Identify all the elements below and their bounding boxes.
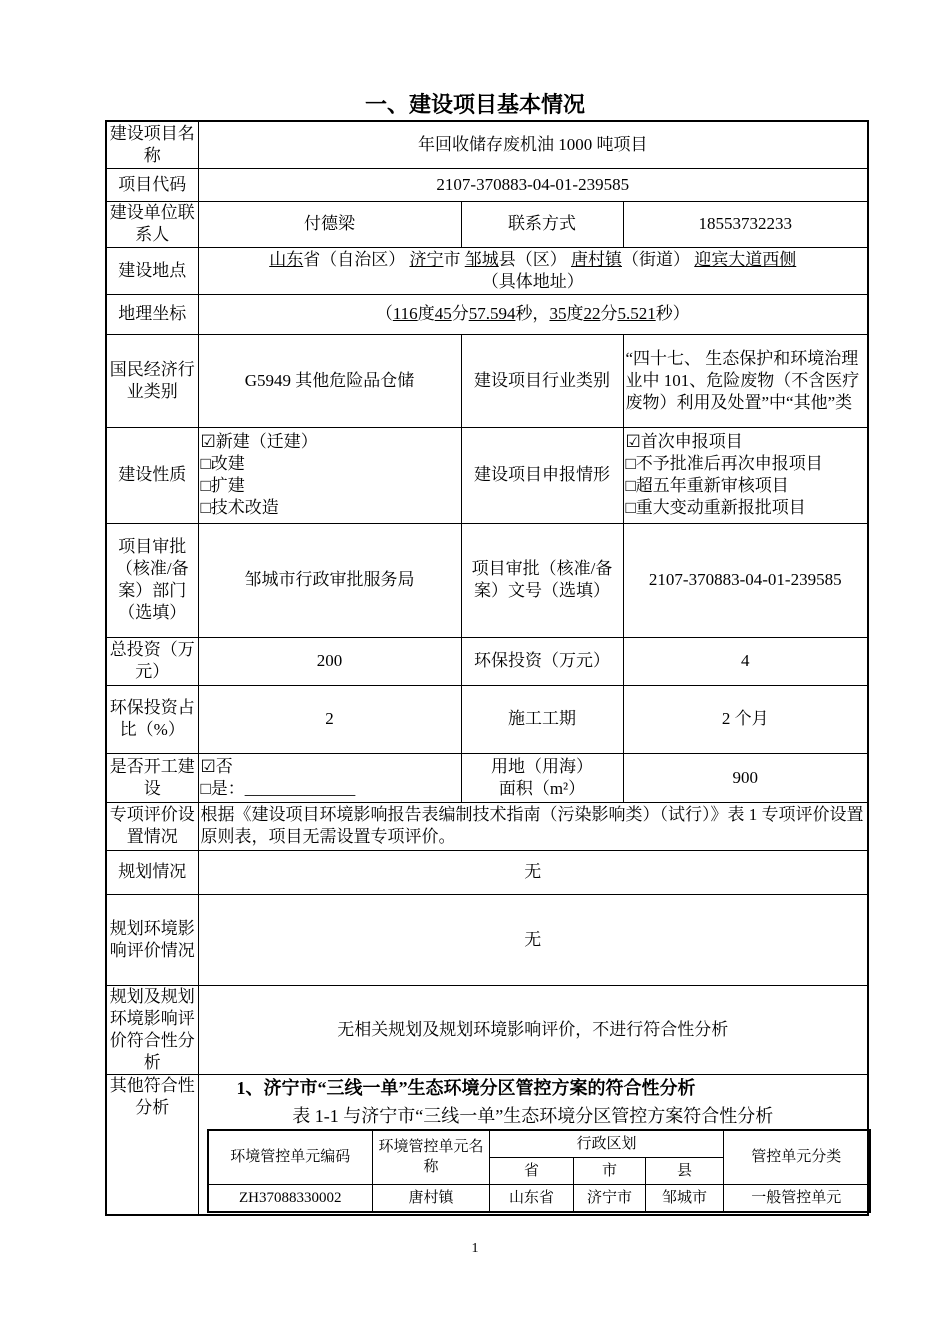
table-row [208, 1184, 870, 1212]
lat-deg: 35 [549, 304, 567, 323]
label2: 用地（用海）面积（m²） [491, 756, 593, 798]
cell-county: 邹城市 [646, 1184, 724, 1212]
city: 济宁 [409, 249, 444, 269]
lon-sec: 57.594 [468, 304, 516, 323]
row-coords [106, 294, 868, 334]
row-planning [106, 850, 868, 894]
label2: 建设项目行业类别 [461, 334, 623, 427]
started-options [198, 753, 461, 802]
t: 分 [451, 304, 469, 323]
t: 度 [417, 304, 435, 323]
lon-deg: 116 [392, 304, 418, 323]
lat-min: 22 [583, 304, 601, 323]
value [198, 294, 868, 334]
t: （ [375, 304, 393, 323]
row-location [106, 247, 868, 294]
header-province: 省 [490, 1157, 574, 1184]
label: 地理坐标 [106, 294, 198, 334]
label: 项目审批（核准/备案）部门（选填） [106, 523, 198, 637]
town: 唐村镇 [571, 249, 622, 269]
project-info-table [105, 120, 869, 1216]
label: 建设项目名称 [106, 121, 198, 168]
label: 规划环境影响评价情况 [106, 894, 198, 985]
value: 邹城市行政审批服务局 [198, 523, 461, 637]
value: 无相关规划及规划环境影响评价，不进行符合性分析 [198, 985, 868, 1074]
value: 无 [198, 894, 868, 985]
label: 规划及规划环境影响评价符合性分析 [106, 985, 198, 1074]
table-caption: 表 1-1 与济宁市“三线一单”生态环境分区管控方案符合性分析 [292, 1105, 774, 1126]
suffix: （街道） [622, 249, 690, 269]
header-admin: 行政区划 [490, 1130, 724, 1158]
value: 2 [198, 685, 461, 753]
header-code: 环境管控单元编码 [208, 1130, 373, 1185]
suffix: 市 [443, 249, 461, 269]
checkbox-option[interactable]: □技术改造 [200, 498, 279, 517]
lat-sec: 5.521 [617, 304, 656, 323]
label: 项目代码 [106, 168, 198, 201]
checkbox-option[interactable]: ☑新建（迁建） [200, 432, 318, 451]
value: 年回收储存废机油 1000 吨项目 [198, 121, 868, 168]
label: 总投资（万元） [106, 637, 198, 685]
suffix: （具体地址） [481, 271, 584, 291]
label2: 施工工期 [461, 685, 623, 753]
value: 200 [198, 637, 461, 685]
province: 山东 [269, 249, 304, 269]
checkbox-option[interactable]: □不予批准后再次申报项目 [625, 454, 823, 473]
value [198, 247, 868, 294]
label: 建设地点 [106, 247, 198, 294]
header-name: 环境管控单元名称 [373, 1130, 490, 1185]
row-contact [106, 201, 868, 247]
label2: 建设项目申报情形 [461, 427, 623, 523]
row-planning-eia [106, 894, 868, 985]
t: 秒） [655, 304, 690, 323]
value2: 900 [623, 753, 868, 802]
row-ratio [106, 685, 868, 753]
row-nature [106, 427, 868, 523]
row-other [106, 1074, 868, 1215]
lon-min: 45 [434, 304, 452, 323]
report-options [623, 427, 868, 523]
label: 规划情况 [106, 850, 198, 894]
checkbox-option[interactable] [201, 778, 459, 800]
t: 分 [600, 304, 618, 323]
checkbox-option[interactable]: □改建 [200, 454, 245, 473]
value: 2107-370883-04-01-239585 [198, 168, 868, 201]
value: G5949 其他危险品仓储 [198, 334, 461, 427]
cell-code: ZH37088330002 [208, 1184, 373, 1212]
nature-options [198, 427, 461, 523]
row-project-code [106, 168, 868, 201]
cell-name: 唐村镇 [373, 1184, 490, 1212]
value [198, 1074, 868, 1215]
value2: 4 [623, 637, 868, 685]
value2: 2 个月 [623, 685, 868, 753]
control-unit-table [207, 1129, 871, 1213]
row-approval [106, 523, 868, 637]
row-industry [106, 334, 868, 427]
label2: 项目审批（核准/备案）文号（选填） [461, 523, 623, 637]
label: 建设单位联系人 [106, 201, 198, 247]
address: 迎宾大道西侧 [694, 249, 797, 269]
label: 其他符合性分析 [106, 1074, 198, 1215]
row-special [106, 802, 868, 850]
suffix: 县（区） [498, 249, 567, 269]
label: 专项评价设置情况 [106, 802, 198, 850]
header-city: 市 [574, 1157, 646, 1184]
header-county: 县 [646, 1157, 724, 1184]
option-label: □是： [200, 778, 245, 798]
t: 度 [566, 304, 584, 323]
t: 秒， [515, 304, 550, 323]
value: 付德梁 [198, 201, 461, 247]
value2: “四十七、 生态保护和环境治理业中 101、危险废物（不含医疗 废物）利用及处置”中“其他”类 [623, 334, 868, 427]
label: 是否开工建设 [106, 753, 198, 802]
checkbox-option[interactable]: □重大变动重新报批项目 [625, 498, 806, 517]
row-investment [106, 637, 868, 685]
value2: 18553732233 [623, 201, 868, 247]
value: 根据《建设项目环境影响报告表编制技术指南（污染影响类）（试行）》表 1 专项评价设置原则表，项目无需设置专项评价。 [198, 802, 868, 850]
cell-category: 一般管控单元 [724, 1184, 870, 1212]
suffix: 省（自治区） [303, 249, 406, 269]
cell-city: 济宁市 [574, 1184, 646, 1212]
label2: 环保投资（万元） [461, 637, 623, 685]
cell-province: 山东省 [490, 1184, 574, 1212]
row-planning-fit [106, 985, 868, 1074]
value2: 2107-370883-04-01-239585 [623, 523, 868, 637]
section-heading: 1、济宁市“三线一单”生态环境分区管控方案的符合性分析 [236, 1077, 696, 1098]
label: 环保投资占比（%） [106, 685, 198, 753]
value: 无 [198, 850, 868, 894]
header-category: 管控单元分类 [724, 1130, 870, 1185]
checkbox-option[interactable]: ☑否 [200, 756, 233, 776]
page-title: 一、建设项目基本情况 [364, 92, 585, 117]
label2: 联系方式 [461, 201, 623, 247]
checkbox-option[interactable]: □超五年重新审核项目 [625, 476, 789, 495]
county: 邹城 [464, 249, 499, 269]
row-started [106, 753, 868, 802]
row-project-name [106, 121, 868, 168]
checkbox-option[interactable]: ☑首次申报项目 [625, 432, 743, 451]
label: 国民经济行业类别 [106, 334, 198, 427]
label2-cell [461, 753, 623, 802]
label: 建设性质 [106, 427, 198, 523]
checkbox-option[interactable]: □扩建 [200, 476, 245, 495]
page-number: 1 [471, 1241, 479, 1256]
blank-line: _____________ [244, 778, 356, 798]
